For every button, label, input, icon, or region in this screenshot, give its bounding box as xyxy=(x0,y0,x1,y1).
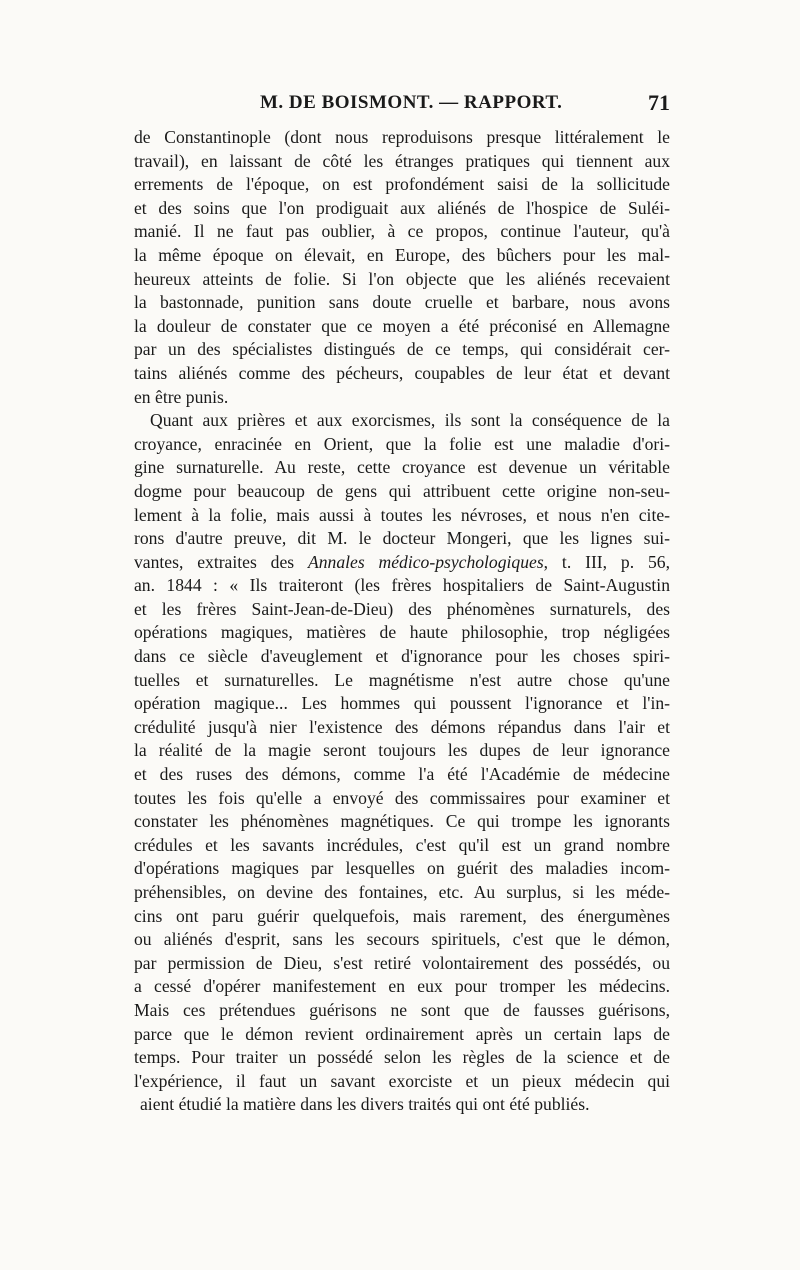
text-line: Mais ces prétendues guérisons ne sont que de fausses guérisons, xyxy=(134,999,670,1020)
text-line: tains aliénés comme des pécheurs, coupables de leur état et devant xyxy=(134,362,670,383)
text-line: la douleur de constater que ce moyen a été préconisé en Allemagne xyxy=(134,315,670,336)
text-line: an. 1844 : « Ils traiteront (les frères hospitaliers de Saint-Augustin xyxy=(134,575,670,596)
text-line: par permission de Dieu, s'est retiré volontairement des possédés, ou xyxy=(134,952,670,973)
text-line: gine surnaturelle. Au reste, cette croyance est devenue un véritable xyxy=(134,457,670,478)
running-title: M. DE BOISMONT. — RAPPORT. xyxy=(260,92,563,113)
text-line: la réalité de la magie seront toujours les dupes de leur ignorance xyxy=(134,740,670,761)
text-line: errements de l'époque, on est profondément saisi de la sollicitude xyxy=(134,174,670,195)
text-line: préhensibles, on devine des fontaines, etc. Au surplus, si les méde- xyxy=(134,882,670,902)
text-line: vantes, extraites des Annales médico-psychologiques, t. III, p. 56, xyxy=(134,551,670,572)
text-line: la bastonnade, punition sans doute cruelle et barbare, nous avons xyxy=(134,292,670,313)
text-line: heureux atteints de folie. Si l'on objecte que les aliénés recevaient xyxy=(134,268,670,289)
text-line: toutes les fois qu'elle a envoyé des commissaires pour examiner et xyxy=(134,787,670,808)
text-line: rons d'autre preuve, dit M. le docteur Mongeri, que les lignes sui- xyxy=(134,528,670,549)
text-line: crédules et les savants incrédules, c'est qu'il est un grand nombre xyxy=(134,834,670,855)
text-line: de Constantinople (dont nous reproduisons presque littéralement le xyxy=(134,127,670,147)
text-line: et des ruses des démons, comme l'a été l'Académie de médecine xyxy=(134,764,670,785)
paragraph-start-line: Quant aux prières et aux exorcismes, ils sont la conséquence de la xyxy=(150,410,670,431)
text-line: croyance, enracinée en Orient, que la folie est une maladie d'ori- xyxy=(134,433,670,454)
text-line: d'opérations magiques par lesquelles on guérit des maladies incom- xyxy=(134,858,670,879)
text-line: ou aliénés d'esprit, sans les secours spirituels, c'est que le démon, xyxy=(134,929,670,950)
text-line: en être punis. xyxy=(134,386,229,407)
text-line: manié. Il ne faut pas oublier, à ce propos, continue l'auteur, qu'à xyxy=(134,221,670,242)
text-line: dans ce siècle d'aveuglement et d'ignorance pour les choses spiri- xyxy=(134,646,670,667)
body-text xyxy=(134,126,670,1117)
text-line: a cessé d'opérer manifestement en eux pour tromper les médecins. xyxy=(134,976,670,997)
text-line: dogme pour beaucoup de gens qui attribuent cette origine non-seu- xyxy=(134,480,670,501)
text-line: aient étudié la matière dans les divers traités qui ont été publiés. xyxy=(140,1094,590,1115)
text-line: et des soins que l'on prodiguait aux aliénés de l'hospice de Suléi- xyxy=(134,197,670,218)
text-line: la même époque on élevait, en Europe, des bûchers pour les mal- xyxy=(134,244,670,265)
text-line: parce que le démon revient ordinairement après un certain laps de xyxy=(134,1023,670,1044)
text-line: lement à la folie, mais aussi à toutes les névroses, et nous n'en cite- xyxy=(134,504,670,525)
text-line: cins ont paru guérir quelquefois, mais rarement, des énergumènes xyxy=(134,905,670,926)
journal-title: Annales médico-psychologiques xyxy=(307,551,544,572)
running-head xyxy=(134,92,670,122)
text-line: et les frères Saint-Jean-de-Dieu) des phénomènes surnaturels, des xyxy=(134,598,670,619)
text-line: l'expérience, il faut un savant exorciste et un pieux médecin qui xyxy=(134,1070,670,1091)
text-line: constater les phénomènes magnétiques. Ce qui trompe les ignorants xyxy=(134,811,670,832)
text-line: par un des spécialistes distingués de ce temps, qui considérait cer- xyxy=(134,339,670,360)
text-line: opérations magiques, matières de haute philosophie, trop négligées xyxy=(134,622,670,643)
text-line: tuelles et surnaturelles. Le magnétisme n'est autre chose qu'une xyxy=(134,669,670,690)
text-line: temps. Pour traiter un possédé selon les règles de la science et de xyxy=(134,1047,670,1068)
page-number: 71 xyxy=(648,90,670,115)
text-line: crédulité jusqu'à nier l'existence des démons répandus dans l'air et xyxy=(134,716,670,737)
text-line: travail), en laissant de côté les étranges pratiques qui tiennent aux xyxy=(134,150,670,171)
text-line: opération magique... Les hommes qui poussent l'ignorance et l'in- xyxy=(134,693,670,714)
